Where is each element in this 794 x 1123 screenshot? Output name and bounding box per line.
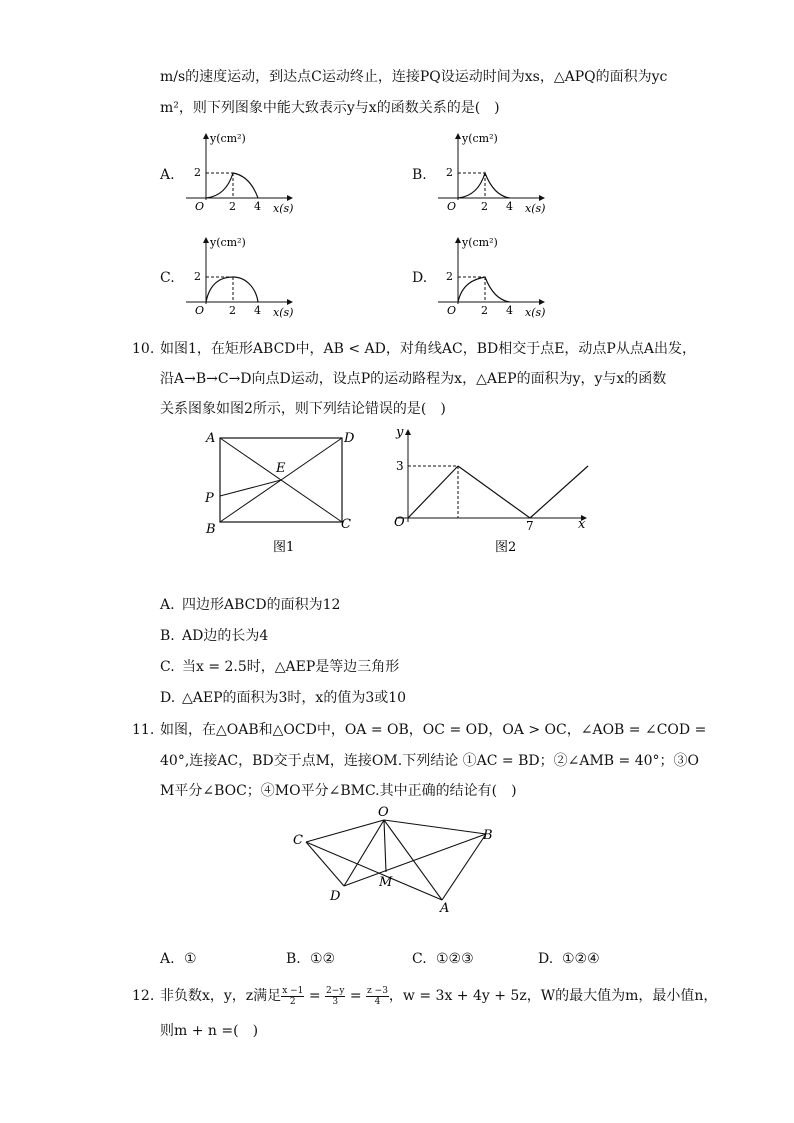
q9b-y2: 2 xyxy=(446,166,453,179)
q10-fig2-origin: O xyxy=(394,515,405,530)
q10-option-b-text[interactable]: AD边的长为4 xyxy=(182,628,269,644)
q10-fig1-caption: 图1 xyxy=(273,540,295,555)
q9b-x4: 4 xyxy=(506,200,513,213)
q9d-origin: O xyxy=(447,304,457,317)
q10-option-c-letter[interactable]: C. xyxy=(160,659,175,675)
q10-fig1-label-d: D xyxy=(344,431,355,446)
q10-option-b-letter[interactable]: B. xyxy=(160,628,175,644)
q12-f2-num: 2−y xyxy=(326,985,345,996)
q10-option-d-letter[interactable]: D. xyxy=(160,690,176,706)
q10-fig2-caption: 图2 xyxy=(495,540,517,555)
q9c-ylabel: y(cm²) xyxy=(210,236,246,249)
q11-label-d: D xyxy=(330,889,341,904)
q9b-ylabel: y(cm²) xyxy=(462,132,498,145)
q11-option-d-letter[interactable]: D. xyxy=(538,951,554,967)
q9a-x4: 4 xyxy=(254,200,261,213)
q9-option-c-letter[interactable]: C. xyxy=(160,270,175,286)
q11-text-line1: 如图，在△OAB和△OCD中，OA = OB，OC = OD，OA > OC，∠AOB = ∠COD = xyxy=(160,722,707,738)
q12-f3-den: 4 xyxy=(374,996,381,1007)
q12-fraction-2 xyxy=(325,986,345,1007)
q11-label-m: M xyxy=(379,875,393,890)
q11-label-o: O xyxy=(378,805,389,820)
q9a-curve xyxy=(206,173,258,198)
q12-number: 12. xyxy=(132,988,155,1004)
q9-option-d-letter[interactable]: D. xyxy=(412,270,428,286)
q12-f2-den: 3 xyxy=(332,996,339,1007)
q12-eq2: = xyxy=(345,988,367,1004)
q10-figure2 xyxy=(388,424,598,559)
q10-text-line2: 沿A→B→C→D向点D运动，设点P的运动路程为x，△AEP的面积为y，y与x的函数 xyxy=(160,371,667,387)
q11-number: 11. xyxy=(132,722,155,738)
q9b-origin: O xyxy=(447,200,457,213)
q9-graph-c xyxy=(180,232,300,322)
q9-graph-d xyxy=(432,232,552,322)
q9c-x2: 2 xyxy=(229,304,236,317)
q9a-y2: 2 xyxy=(194,166,201,179)
q9a-origin: O xyxy=(195,200,205,213)
q9c-curve xyxy=(206,277,258,302)
q9d-curve xyxy=(458,277,510,302)
q9c-origin: O xyxy=(195,304,205,317)
q10-text-line3: 关系图象如图2所示，则下列结论错误的是( ) xyxy=(160,401,446,417)
q10-option-d-text[interactable]: △AEP的面积为3时，x的值为3或10 xyxy=(182,690,407,706)
q9c-x4: 4 xyxy=(254,304,261,317)
q9b-x2: 2 xyxy=(481,200,488,213)
q10-fig1-label-c: C xyxy=(341,517,351,532)
q9d-x4: 4 xyxy=(506,304,513,317)
q9a-x2: 2 xyxy=(229,200,236,213)
q9d-xlabel: x(s) xyxy=(525,306,546,319)
q11-option-c-letter[interactable]: C. xyxy=(412,951,427,967)
q9-text-line1: m/s的速度运动，到达点C运动终止，连接PQ设运动时间为xs，△APQ的面积为yc xyxy=(160,69,668,85)
q10-option-c-text[interactable]: 当x = 2.5时，△AEP是等边三角形 xyxy=(182,659,400,675)
q9-option-b-letter[interactable]: B. xyxy=(412,167,427,183)
q12-fraction-1 xyxy=(281,986,304,1007)
q10-option-a-text[interactable]: 四边形ABCD的面积为12 xyxy=(182,597,341,613)
q9b-curve xyxy=(458,173,510,198)
q11-option-b-text[interactable]: ①② xyxy=(310,951,336,967)
q10-number: 10. xyxy=(132,341,155,357)
q11-option-a-text[interactable]: ① xyxy=(184,951,197,967)
q10-fig2-y3: 3 xyxy=(396,459,404,473)
q9-option-a-letter[interactable]: A. xyxy=(160,167,175,183)
q12-line1-suffix: ，w = 3x + 4y + 5z，W的最大值为m，最小值n， xyxy=(388,988,718,1004)
q11-option-b-letter[interactable]: B. xyxy=(286,951,301,967)
q10-fig1-label-p: P xyxy=(205,491,214,506)
q11-text-line3: M平分∠BOC；④MO平分∠BMC.其中正确的结论有( ) xyxy=(160,783,517,799)
q11-option-a-letter[interactable]: A. xyxy=(160,951,175,967)
q11-figure xyxy=(288,802,508,914)
q10-option-a-letter[interactable]: A. xyxy=(160,597,175,613)
q9d-y2: 2 xyxy=(446,270,453,283)
q10-fig1-label-b: B xyxy=(206,522,216,537)
q10-fig1-label-e: E xyxy=(276,461,286,476)
q11-option-d-text[interactable]: ①②④ xyxy=(562,951,600,967)
q10-fig1-label-a: A xyxy=(206,431,216,446)
q9-graph-b xyxy=(432,128,552,218)
q10-fig2-x7: 7 xyxy=(526,519,534,533)
q9d-x2: 2 xyxy=(481,304,488,317)
q12-fraction-3 xyxy=(366,986,389,1007)
q12-line1-prefix: 非负数x，y，z满足 xyxy=(160,988,282,1004)
q9-text-line2: m²，则下列图象中能大致表示y与x的函数关系的是( ) xyxy=(160,100,500,116)
q12-f1-den: 2 xyxy=(289,996,296,1007)
q11-label-c: C xyxy=(293,833,303,848)
q9b-xlabel: x(s) xyxy=(525,202,546,215)
q12-eq1: = xyxy=(304,988,326,1004)
q11-label-a: A xyxy=(440,901,450,914)
q9d-ylabel: y(cm²) xyxy=(462,236,498,249)
q10-figure1 xyxy=(196,424,366,559)
q9a-ylabel: y(cm²) xyxy=(210,132,246,145)
q10-text-line1: 如图1，在矩形ABCD中，AB < AD，对角线AC，BD相交于点E，动点P从点A出发， xyxy=(160,341,696,357)
q9c-xlabel: x(s) xyxy=(273,306,294,319)
q12-f1-num: x −1 xyxy=(282,985,304,996)
q11-option-c-text[interactable]: ①②③ xyxy=(436,951,474,967)
q12-text-line2: 则m + n =( ) xyxy=(160,1023,259,1039)
q10-fig2-xlabel: x xyxy=(578,517,586,532)
q11-text-line2: 40°,连接AC，BD交于点M，连接OM.下列结论 ①AC = BD；②∠AMB = 40°；③O xyxy=(160,753,699,769)
q10-fig2-ylabel: y xyxy=(396,425,404,440)
q9a-xlabel: x(s) xyxy=(273,202,294,215)
q12-text-line1 xyxy=(160,984,717,1008)
q12-f3-num: z −3 xyxy=(367,985,388,996)
q9-graph-a xyxy=(180,128,300,218)
q11-label-b: B xyxy=(483,828,493,843)
q9c-y2: 2 xyxy=(194,270,201,283)
